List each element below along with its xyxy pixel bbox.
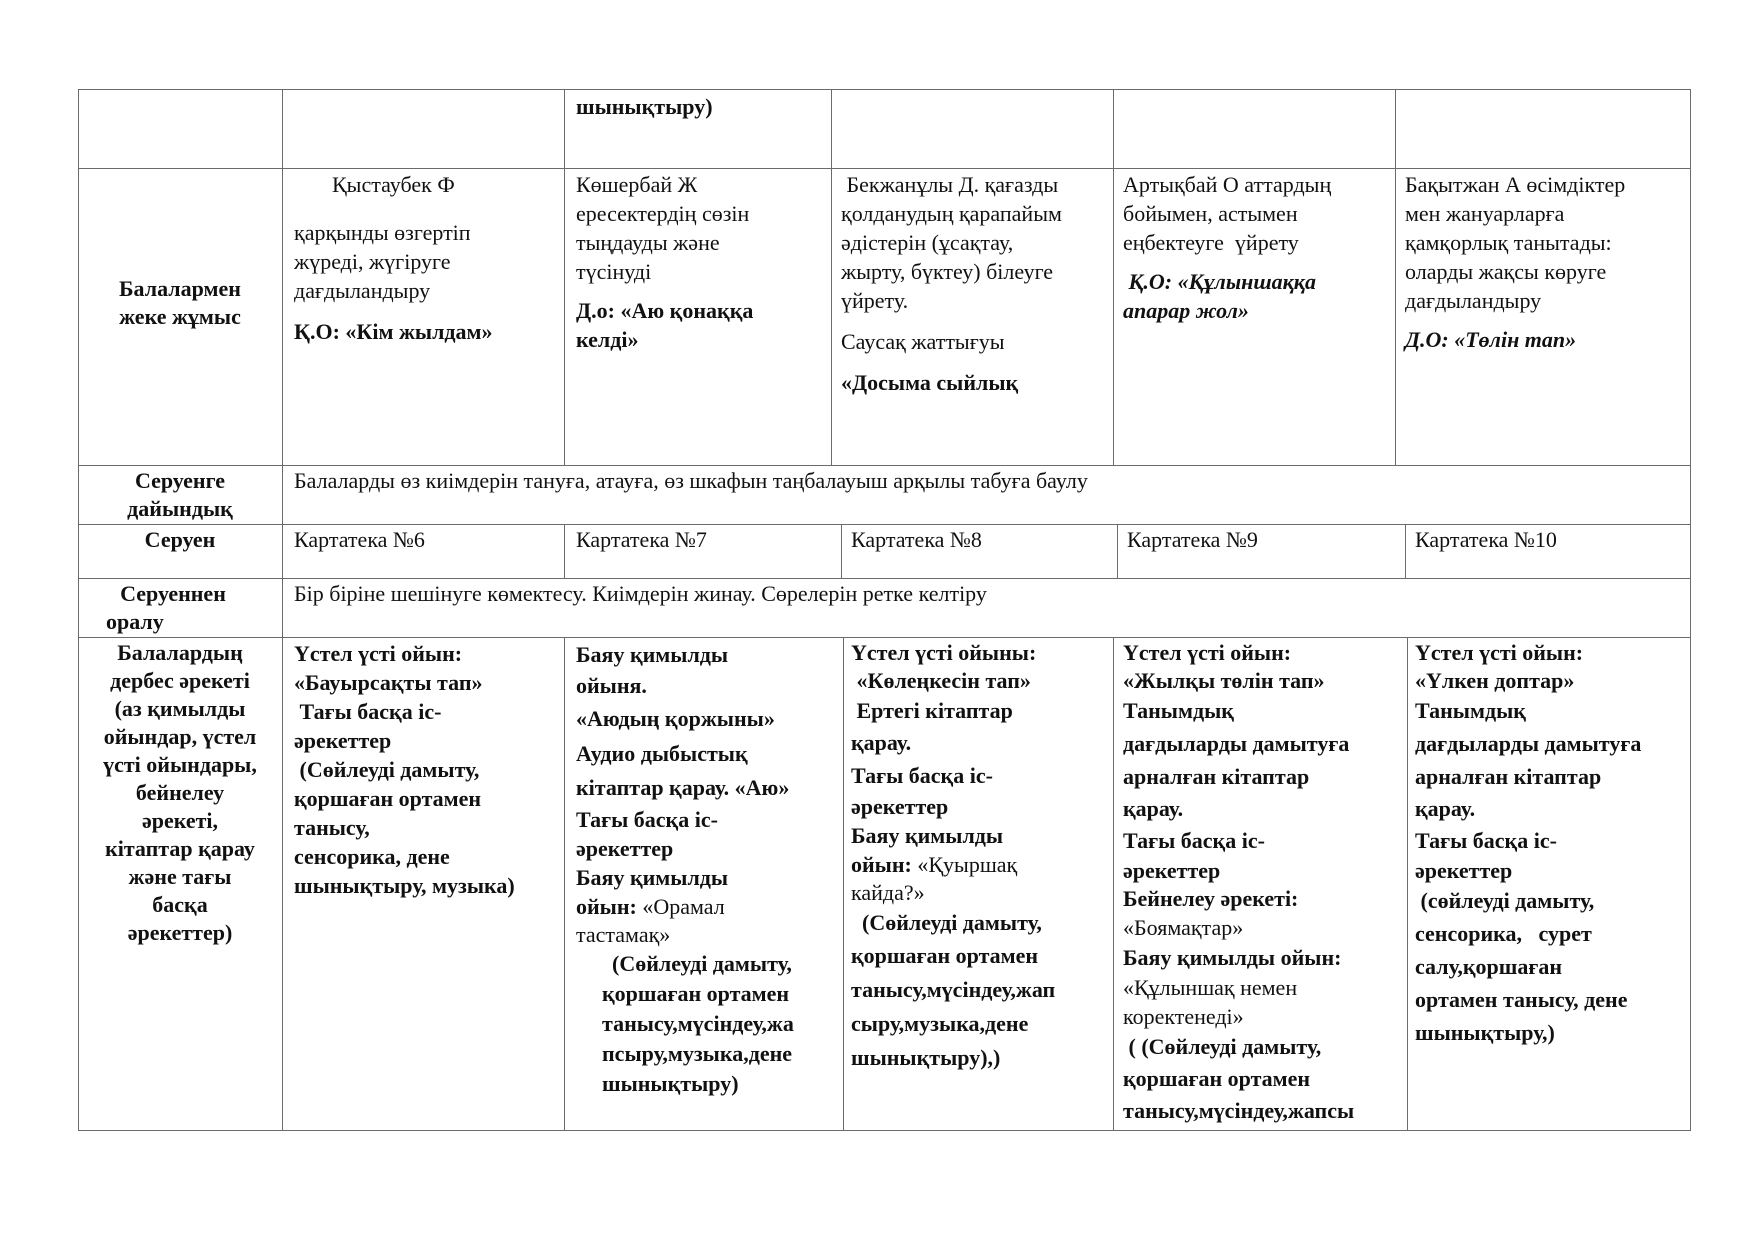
activity-line: әрекеттер	[576, 836, 674, 861]
label-line: дайындық	[127, 496, 233, 521]
activity-line: салу,қоршаған	[1415, 954, 1563, 979]
col-divider	[564, 524, 565, 579]
game-title: Д.о: «Аю қонаққа	[576, 298, 754, 323]
walk-card-1	[294, 525, 425, 554]
activity-line: Тағы басқа іс-	[1123, 828, 1265, 853]
task-line: жырту, бүктеу) білеуге	[841, 259, 1054, 284]
exercise-name: Саусақ жаттығуы	[841, 329, 1005, 354]
label-line: әрекеті,	[141, 808, 219, 833]
activity-line: Тағы басқа іс-	[294, 699, 442, 724]
activity-line: әрекеттер	[1123, 858, 1221, 883]
activity-line: Тағы басқа іс-	[851, 763, 993, 788]
cell-text: шынықтыру)	[576, 94, 713, 119]
activity-line: Аудио дыбыстық	[576, 741, 748, 766]
card-label: Картатека №8	[851, 527, 982, 552]
col-divider	[282, 89, 283, 1131]
activity-line: кітаптар қарау. «Аю»	[576, 775, 790, 800]
activity-line: псыру,музыка,дене	[602, 1041, 793, 1066]
col-divider	[831, 89, 832, 466]
activity-line: сенсорика, дене	[294, 844, 450, 869]
activity-line: танысу,	[294, 815, 370, 840]
activity-line: Танымдық	[1415, 698, 1526, 723]
activity-line: Үстел үсті ойын:	[294, 641, 463, 666]
task-line: тыңдауды және	[576, 230, 720, 255]
row-label-walk-return	[82, 580, 278, 636]
activity-line: ойыня.	[576, 673, 647, 698]
task-line: Артықбай О аттардың	[1123, 172, 1332, 197]
activity-line: Баяу қимылды	[851, 823, 1004, 848]
col-divider	[1405, 524, 1406, 579]
activity-line: ортамен танысу, дене	[1415, 987, 1628, 1012]
activity-line: Танымдық	[1123, 698, 1234, 723]
table-border-bottom	[78, 1130, 1691, 1131]
activity-line: қоршаған ортамен	[1123, 1066, 1311, 1091]
activity-line: «Жылқы төлін тап»	[1123, 668, 1325, 693]
label-line: және тағы	[128, 864, 232, 889]
col-divider	[564, 89, 565, 466]
activity-line: қоршаған ортамен	[851, 943, 1039, 968]
individual-work-col2	[294, 170, 493, 346]
col-divider	[1113, 637, 1114, 1131]
child-name: Қыстаубек Ф	[332, 172, 455, 197]
game-name: кайда?»	[851, 880, 925, 905]
game-title: «Досыма сыйлық	[841, 370, 1019, 395]
label-line: (аз қимылды	[114, 696, 246, 721]
card-label: Картатека №7	[576, 527, 707, 552]
activity-line: «Бауырсақты тап»	[294, 670, 483, 695]
game-label: Баяу қимылды ойын:	[1123, 945, 1342, 970]
individual-work-col6	[1405, 170, 1625, 354]
card-label: Картатека №9	[1127, 527, 1258, 552]
activity-line: қарау.	[1123, 796, 1184, 821]
independent-col2	[294, 639, 515, 900]
label-line: басқа	[152, 892, 208, 917]
activity-line: қоршаған ортамен	[294, 786, 482, 811]
table-border-top	[78, 89, 1691, 90]
card-label: Картатека №10	[1415, 527, 1557, 552]
activity-line: ( (Сөйлеуді дамыту,	[1123, 1034, 1322, 1059]
cell-text: Бір біріне шешінуге көмектесу. Киімдерін жинау. Сөрелерін ретке келтіру	[294, 581, 987, 606]
cell-continued-text	[576, 92, 713, 121]
col-divider	[843, 637, 844, 1131]
label-line: оралу	[106, 609, 164, 634]
activity-line: танысу,мүсіндеу,жапсы	[1123, 1098, 1355, 1123]
activity-line: (сөйлеуді дамыту,	[1415, 888, 1595, 913]
activity-line: танысу,мүсіндеу,жа	[602, 1011, 794, 1036]
independent-col3	[576, 639, 794, 1099]
col-divider	[841, 524, 842, 579]
row-divider	[78, 168, 1691, 169]
independent-col5	[1123, 639, 1354, 1127]
activity-line: «Аюдың қоржыны»	[576, 706, 775, 731]
task-line: бойымен, астымен	[1123, 201, 1298, 226]
activity-line: әрекеттер	[294, 728, 392, 753]
label-line: үсті ойындары,	[103, 752, 257, 777]
individual-work-col4	[841, 170, 1062, 397]
activity-line: әрекеттер	[851, 794, 949, 819]
row-label-independent	[82, 639, 278, 947]
walk-prep-text	[294, 466, 1088, 495]
activity-line: қарау.	[851, 730, 912, 755]
task-line: Бекжанұлы Д. қағазды	[841, 172, 1059, 197]
activity-line: Тағы басқа іс-	[1415, 828, 1557, 853]
activity-line: Баяу қимылды	[576, 865, 729, 890]
label-line: Серуен	[144, 527, 216, 552]
game-name: «Қуыршақ	[917, 852, 1018, 877]
table-border-left	[78, 89, 79, 1131]
task-line: әдістерін (ұсақтау,	[841, 230, 1014, 255]
game-title: Қ.О: «Құлыншаққа	[1123, 269, 1316, 294]
task-line: қолданудың қарапайым	[841, 201, 1062, 226]
label-line: әрекеттер)	[127, 920, 233, 945]
row-label-individual-work	[82, 275, 278, 331]
task-line: мен жануарларға	[1405, 201, 1565, 226]
row-label-walk	[82, 526, 278, 554]
walk-return-text	[294, 579, 987, 608]
walk-card-4	[1127, 525, 1258, 554]
independent-col6	[1415, 639, 1641, 1049]
task-line: қарқынды өзгертіп	[294, 220, 471, 245]
label-line: Серуеннен	[120, 581, 226, 606]
activity-line: арналған кітаптар	[1415, 764, 1602, 789]
activity-line: (Сөйлеуді дамыту,	[294, 757, 480, 782]
col-divider	[1117, 524, 1118, 579]
activity-line: әрекеттер	[1415, 858, 1513, 883]
individual-work-col5	[1123, 170, 1331, 325]
task-line: ересектердің сөзін	[576, 201, 750, 226]
task-line: үйрету.	[841, 288, 909, 313]
activity-line: Үстел үсті ойын:	[1123, 640, 1292, 665]
task-line: жүреді, жүгіруге	[294, 249, 451, 274]
walk-card-3	[851, 525, 982, 554]
activity-line: Тағы басқа іс-	[576, 807, 718, 832]
activity-line: қарау.	[1415, 796, 1476, 821]
row-divider	[78, 637, 1691, 638]
label-line: Балалардың	[117, 640, 243, 665]
col-divider	[1407, 637, 1408, 1131]
activity-line: сыру,музыка,дене	[851, 1011, 1029, 1036]
walk-card-2	[576, 525, 707, 554]
activity-line: «Үлкен доптар»	[1415, 668, 1575, 693]
activity-line: шынықтыру)	[602, 1071, 739, 1096]
activity-line: арналған кітаптар	[1123, 764, 1310, 789]
col-divider	[564, 637, 565, 1131]
card-label: Картатека №6	[294, 527, 425, 552]
game-title: апарар жол»	[1123, 298, 1249, 323]
label-line: ойындар, үстел	[103, 724, 257, 749]
task-line: Көшербай Ж	[576, 172, 698, 197]
activity-line: Ертегі кітаптар	[851, 698, 1013, 723]
activity-line: дағдыларды дамытуға	[1415, 731, 1642, 756]
game-name: «Орамал	[642, 894, 725, 919]
game-title: Қ.О: «Кім жылдам»	[294, 319, 493, 344]
task-line: Бақытжан А өсімдіктер	[1405, 172, 1626, 197]
label-line: Серуенге	[134, 468, 226, 493]
row-label-walk-prep	[82, 467, 278, 523]
activity-line: шынықтыру,)	[1415, 1020, 1555, 1045]
col-divider	[1113, 89, 1114, 466]
activity-line: дағдыларды дамытуға	[1123, 731, 1350, 756]
independent-col4	[851, 639, 1055, 1075]
label-line: дербес әрекеті	[110, 668, 250, 693]
activity-line: Баяу қимылды	[576, 642, 729, 667]
activity-line: шынықтыру, музыка)	[294, 873, 515, 898]
art-label: Бейнелеу әрекеті:	[1123, 886, 1299, 911]
game-title: келді»	[576, 327, 639, 352]
cell-text: Балаларды өз киімдерін тануға, атауға, өз шкафын таңбалауыш арқылы табуға баулу	[294, 468, 1088, 493]
task-line: оларды жақсы көруге	[1405, 259, 1607, 284]
activity-line: «Көлеңкесін тап»	[851, 668, 1031, 693]
task-line: түсінуді	[576, 259, 652, 284]
label-line: кітаптар қарау	[105, 836, 255, 861]
task-line: дағдыландыру	[294, 278, 431, 303]
activity-line: шынықтыру),)	[851, 1045, 1001, 1070]
activity-line: танысу,мүсіндеу,жап	[851, 977, 1056, 1002]
activity-line: (Сөйлеуді дамыту,	[612, 951, 792, 976]
game-label: ойын:	[851, 852, 918, 877]
activity-line: сенсорика, сурет	[1415, 921, 1592, 946]
label-line: бейнелеу	[135, 780, 225, 805]
activity-line: қоршаған ортамен	[602, 981, 790, 1006]
art-name: «Боямақтар»	[1123, 915, 1244, 940]
individual-work-col3	[576, 170, 753, 354]
game-label: ойын:	[576, 894, 643, 919]
activity-line: (Сөйлеуді дамыту,	[851, 910, 1042, 935]
game-title: Д.О: «Төлін тап»	[1405, 327, 1577, 352]
activity-line: Үстел үсті ойын:	[1415, 640, 1584, 665]
game-name: коректенеді»	[1123, 1004, 1244, 1029]
game-name: тастамақ»	[576, 922, 671, 947]
walk-card-5	[1415, 525, 1557, 554]
table-border-right	[1690, 89, 1691, 1131]
task-line: дағдыландыру	[1405, 288, 1542, 313]
label-line: жеке жұмыс	[119, 304, 241, 329]
task-line: қамқорлық танытады:	[1405, 230, 1612, 255]
col-divider	[1395, 89, 1396, 466]
activity-line: Үстел үсті ойыны:	[851, 640, 1037, 665]
task-line: еңбектеуге үйрету	[1123, 230, 1299, 255]
label-line: Балалармен	[119, 276, 241, 301]
game-name: «Құлыншақ немен	[1123, 975, 1298, 1000]
